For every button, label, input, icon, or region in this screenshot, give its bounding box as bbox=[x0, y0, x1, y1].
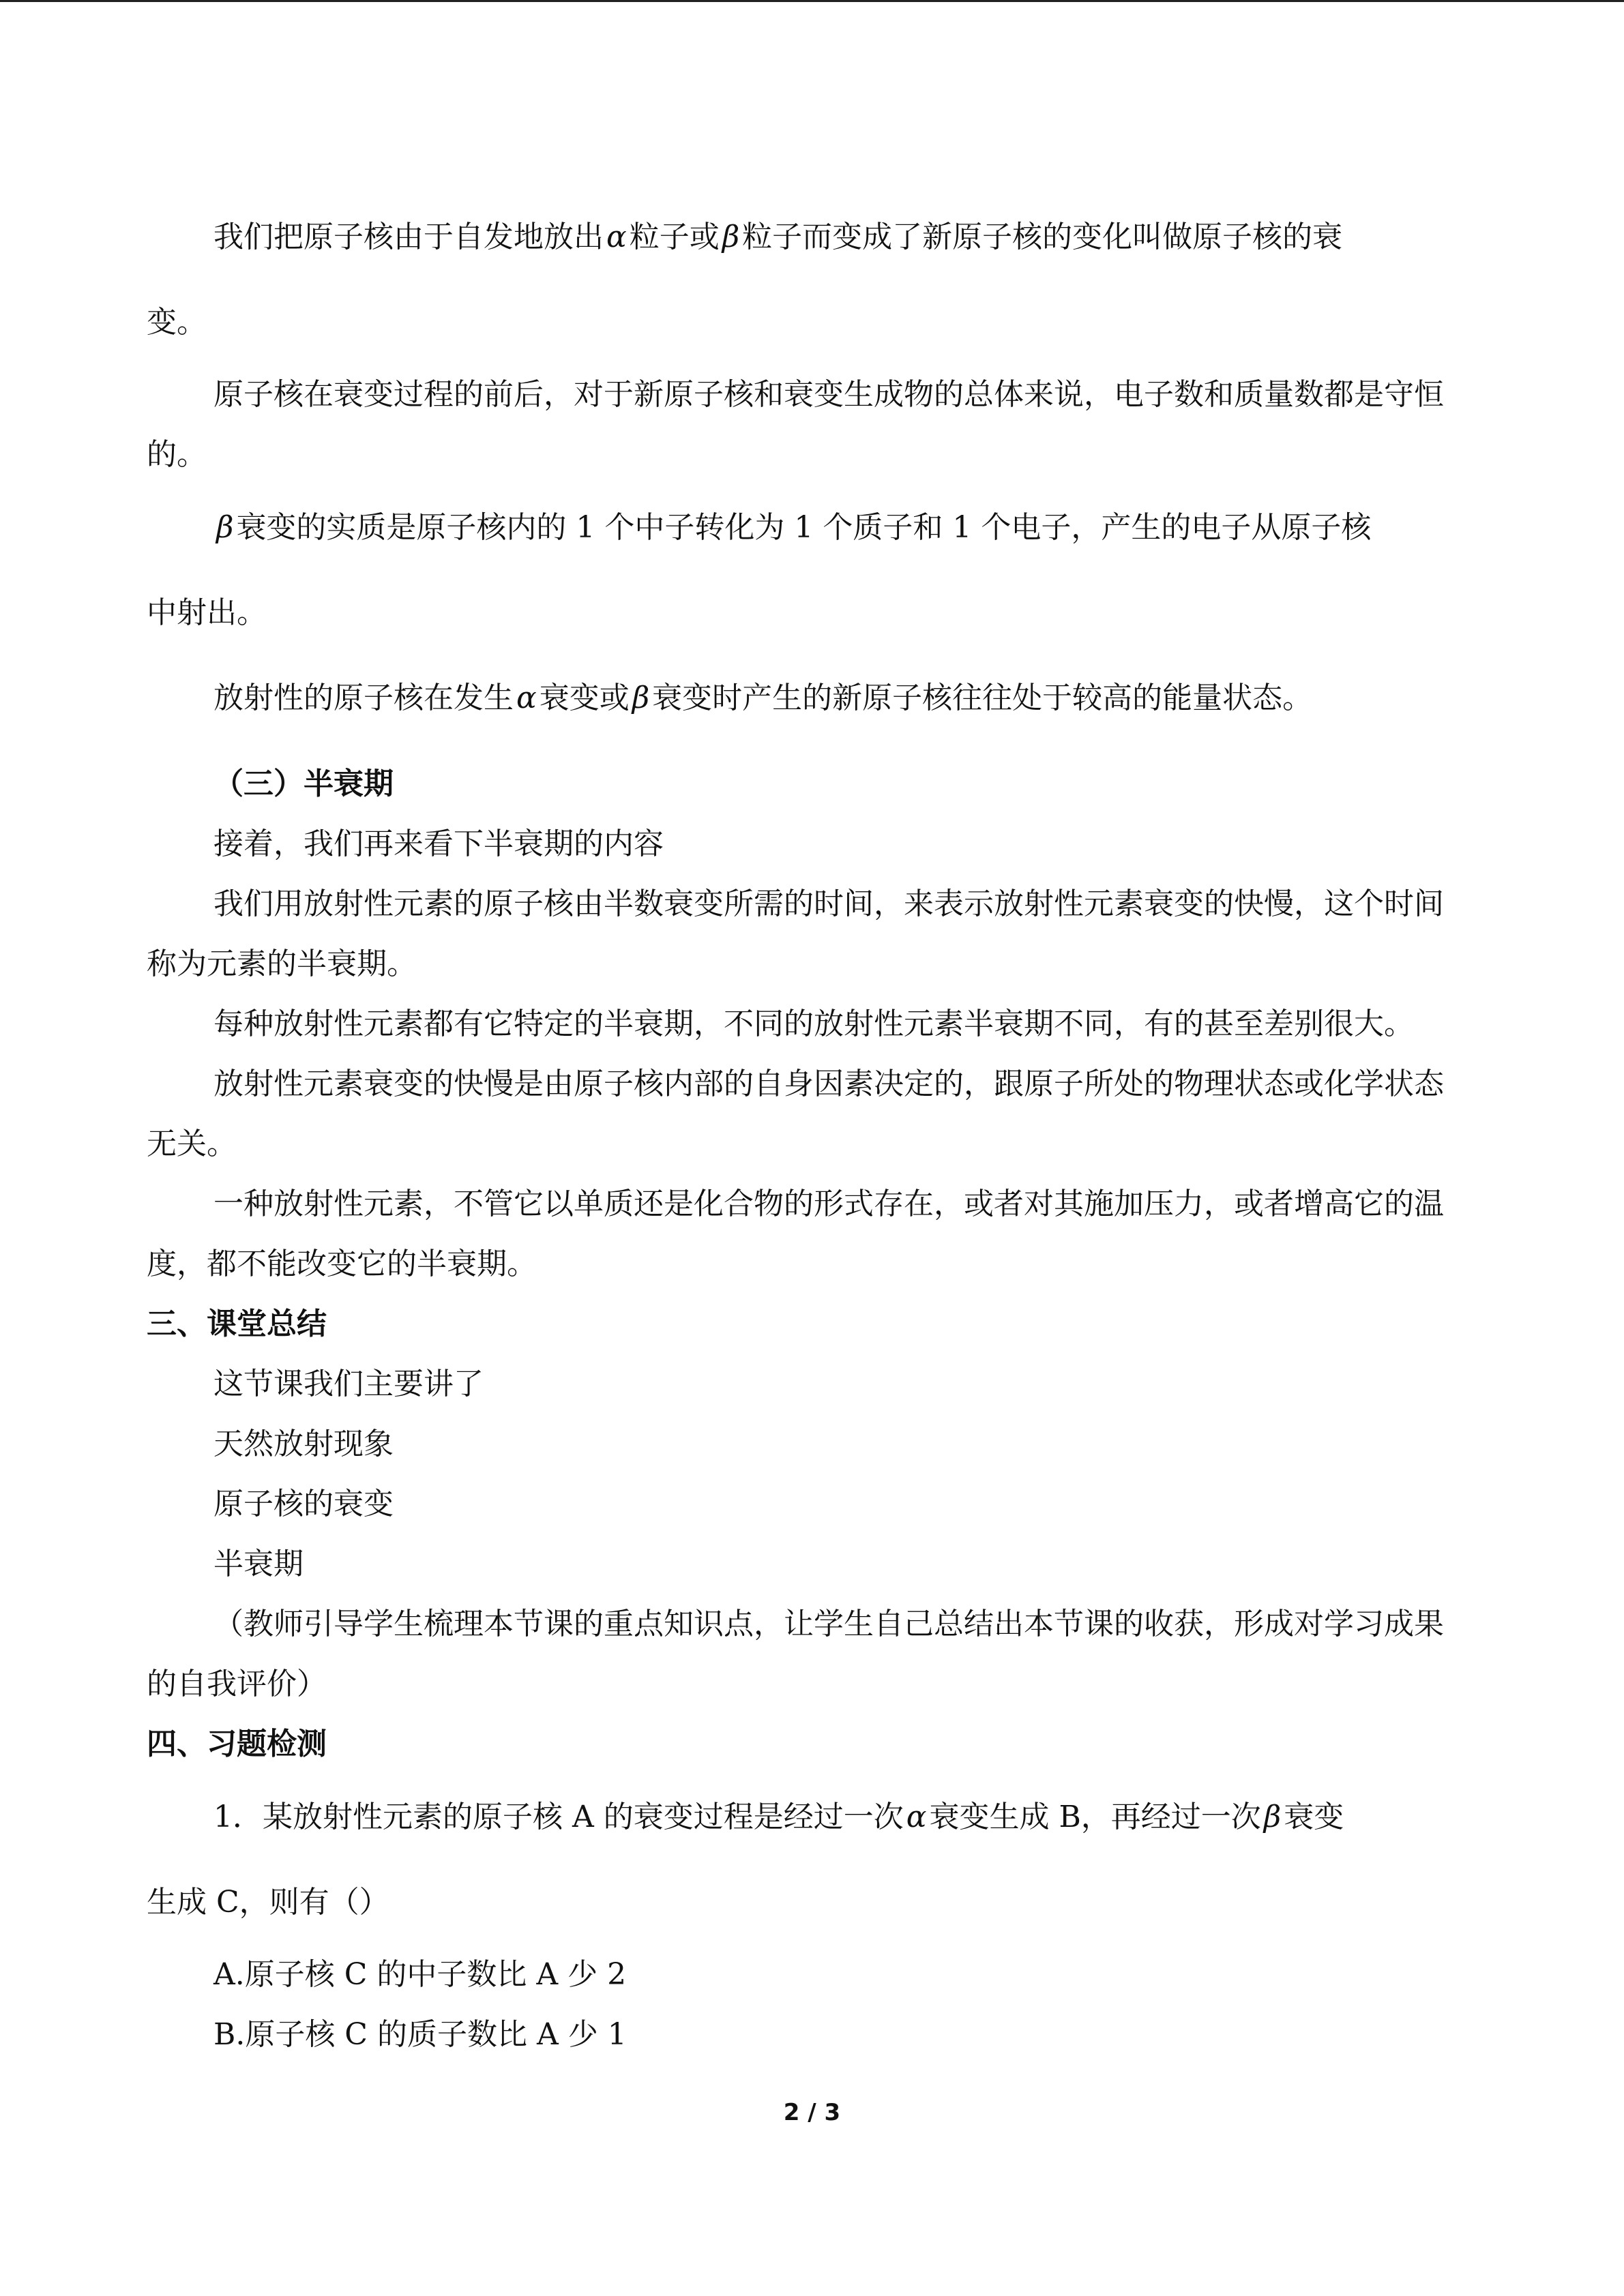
beta-symbol: β bbox=[632, 681, 650, 715]
summary-line: 半衰期 bbox=[213, 1547, 304, 1581]
exercise-option-b: B.原子核 C 的质子数比 A 少 1 bbox=[213, 2017, 627, 2052]
paragraph-beta-decay-end: 中射出。 bbox=[147, 595, 267, 630]
paragraph-decay-definition: 我们把原子核由于自发地放出α粒子或β粒子而变成了新原子核的变化叫做原子核的衰 bbox=[213, 220, 1343, 254]
summary-line: 天然放射现象 bbox=[213, 1427, 394, 1461]
summary-line: 这节课我们主要讲了 bbox=[213, 1367, 484, 1401]
paragraph-beta-decay: β衰变的实质是原子核内的 1 个中子转化为 1 个质子和 1 个电子，产生的电子从原子核 bbox=[147, 485, 1460, 570]
paragraph-decay-definition-end: 变。 bbox=[147, 305, 207, 340]
heading-half-life: （三）半衰期 bbox=[213, 766, 394, 801]
top-border bbox=[0, 0, 1624, 2]
exercise-question-1: 1．某放射性元素的原子核 A 的衰变过程是经过一次α衰变生成 B，再经过一次β衰变 bbox=[213, 1800, 1344, 1834]
beta-symbol: β bbox=[1263, 1800, 1282, 1834]
heading-exercises: 四、习题检测 bbox=[147, 1727, 327, 1761]
summary-line: 原子核的衰变 bbox=[213, 1487, 394, 1521]
exercise-question-1-end: 生成 C，则有（） bbox=[147, 1885, 389, 1920]
paragraph-half-life-invariant: 一种放射性元素，不管它以单质还是化合物的形式存在，或者对其施加压力，或者增高它的温度，都不能改变它的半衰期。 bbox=[147, 1187, 1444, 1281]
summary-teacher-note: （教师引导学生梳理本节课的重点知识点，让学生自己总结出本节课的收获，形成对学习成果的自我评价） bbox=[147, 1607, 1444, 1701]
alpha-symbol: α bbox=[516, 681, 537, 715]
paragraph-half-life-specific: 每种放射性元素都有它特定的半衰期，不同的放射性元素半衰期不同，有的甚至差别很大。 bbox=[213, 1007, 1414, 1041]
beta-symbol: β bbox=[216, 510, 234, 545]
paragraph-conservation: 原子核在衰变过程的前后，对于新原子核和衰变生成物的总体来说，电子数和质量数都是守恒的。 bbox=[147, 377, 1444, 472]
paragraph-half-life-intro: 接着，我们再来看下半衰期的内容 bbox=[213, 826, 664, 861]
exercise-option-a: A.原子核 C 的中子数比 A 少 2 bbox=[213, 1957, 627, 1992]
paragraph-energy-state: 放射性的原子核在发生α衰变或β衰变时产生的新原子核往往处于较高的能量状态。 bbox=[213, 681, 1313, 715]
alpha-symbol: α bbox=[906, 1800, 927, 1834]
beta-symbol: β bbox=[722, 220, 740, 254]
paragraph-half-life-definition: 我们用放射性元素的原子核由半数衰变所需的时间，来表示放射性元素衰变的快慢，这个时间称为元素的半衰期。 bbox=[147, 886, 1444, 981]
page-number: 2 / 3 bbox=[783, 2099, 841, 2126]
paragraph-half-life-factors: 放射性元素衰变的快慢是由原子核内部的自身因素决定的，跟原子所处的物理状态或化学状态无关。 bbox=[147, 1067, 1444, 1161]
document-page bbox=[147, 194, 1460, 2065]
alpha-symbol: α bbox=[606, 220, 627, 254]
heading-class-summary: 三、课堂总结 bbox=[147, 1307, 327, 1341]
